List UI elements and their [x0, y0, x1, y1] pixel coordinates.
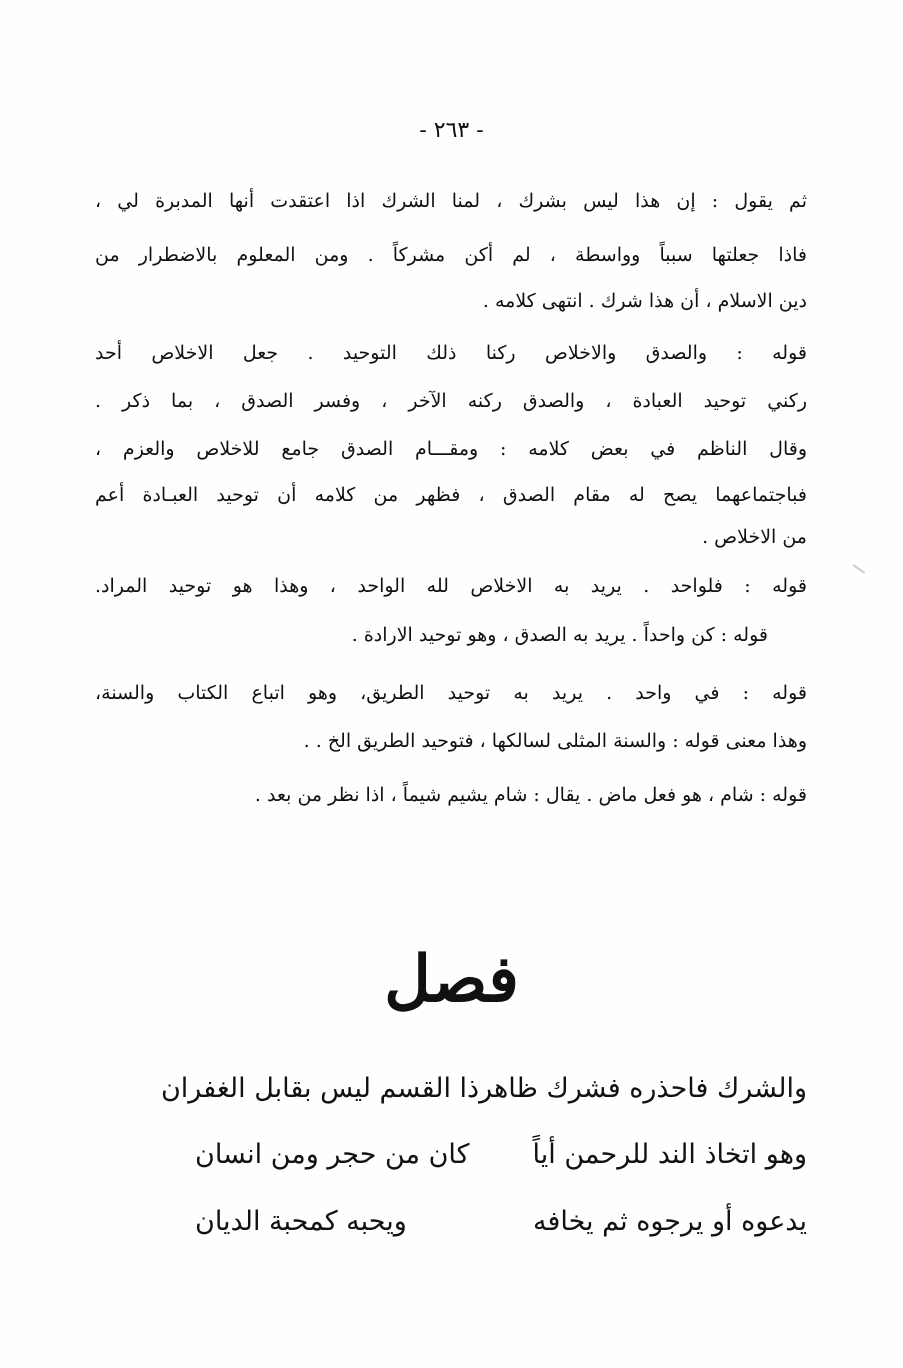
- text-line: ثم يقول : إن هذا ليس بشرك ، لمنا الشرك اذا اعتقدت أنها المدبرة لي ،: [95, 190, 807, 212]
- verse-hemistich-left: ويحبه كمحبة الديان: [195, 1206, 407, 1237]
- poem-verse: [160, 1072, 807, 1106]
- text-line: فاذا جعلتها سبباً وواسطة ، لم أكن مشركاً . ومن المعلوم بالاضطرار من: [95, 244, 807, 266]
- text-line: قوله : في واحد . يريد به توحيد الطريق، وهو اتباع الكتاب والسنة،: [95, 682, 807, 704]
- verse-hemistich-right: وهو اتخاذ الند للرحمن أياً: [532, 1139, 807, 1170]
- text-line: دين الاسلام ، أن هذا شرك . انتهى كلامه .: [482, 290, 807, 312]
- text-line: وقال الناظم في بعض كلامه : ومقـــام الصدق جامع للاخلاص والعزم ،: [95, 438, 807, 460]
- poem-verse: [195, 1205, 807, 1239]
- text-line: من الاخلاص .: [702, 526, 807, 548]
- text-line: قوله : كن واحداً . يريد به الصدق ، وهو توحيد الارادة .: [351, 624, 768, 646]
- text-line: قوله : فلواحد . يريد به الاخلاص لله الواحد ، وهذا هو توحيد المراد.: [95, 575, 807, 597]
- verse-hemistich-left: ذا القسم ليس بقابل الغفران: [160, 1073, 480, 1104]
- text-line: فباجتماعهما يصح له مقام الصدق ، فظهر من كلامه أن توحيد العبـادة أعم: [95, 484, 807, 506]
- scan-speck: [853, 564, 866, 574]
- page-number: - ٢٦٣ -: [419, 118, 484, 143]
- verse-hemistich-right: والشرك فاحذره فشرك ظاهر: [479, 1073, 807, 1104]
- poem-verse: [195, 1138, 807, 1172]
- text-line: قوله : شام ، هو فعل ماض . يقال : شام يشيم شيماً ، اذا نظر من بعد .: [254, 784, 807, 806]
- verse-hemistich-left: كان من حجر ومن انسان: [195, 1139, 470, 1170]
- section-heading: فصل: [384, 942, 519, 1017]
- text-line: وهذا معنى قوله : والسنة المثلى لسالكها ، فتوحيد الطريق الخ . .: [303, 730, 807, 752]
- text-line: ركني توحيد العبادة ، والصدق ركنه الآخر ، وفسر الصدق ، بما ذكر .: [95, 390, 807, 412]
- verse-hemistich-right: يدعوه أو يرجوه ثم يخافه: [533, 1206, 807, 1237]
- text-line: قوله : والصدق والاخلاص ركنا ذلك التوحيد . جعل الاخلاص أحد: [95, 342, 807, 364]
